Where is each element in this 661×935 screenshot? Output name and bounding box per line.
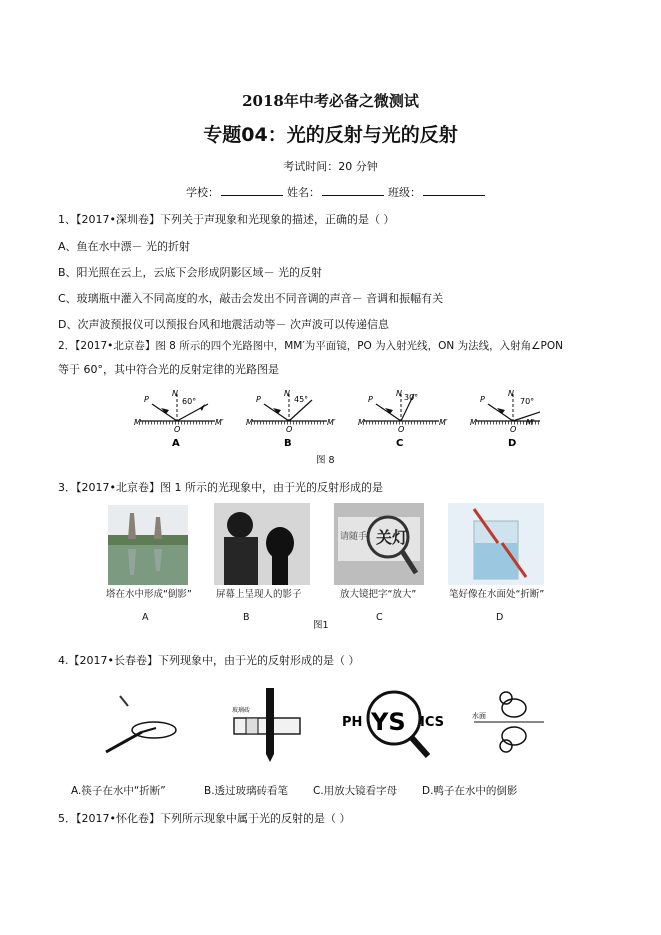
point-p-c: P — [368, 395, 373, 404]
q1-stem: 1、【2017•深圳卷】下列关于声现象和光现象的描述，正确的是（ ） — [58, 213, 395, 226]
exam-title: 2018年中考必备之微测试 — [242, 92, 419, 110]
shadow-puppet-photo — [214, 503, 310, 585]
q2-figure-caption: 图 8 — [316, 455, 335, 466]
point-m2-a: M′ — [215, 418, 224, 427]
glass-block-illustration — [232, 688, 300, 762]
q3-label-c: C — [376, 612, 383, 623]
point-n-d: N — [508, 389, 514, 398]
diagram-label-d: D — [508, 438, 517, 449]
point-o-c: O — [398, 425, 405, 434]
point-p-a: P — [144, 395, 149, 404]
diagram-label-b: B — [284, 438, 292, 449]
q2-stem-line2: 等于 60°，其中符合光的反射定律的光路图是 — [58, 363, 279, 376]
point-m2-b: M′ — [327, 418, 336, 427]
duck-reflection-illustration — [472, 692, 544, 752]
point-o-a: O — [174, 425, 181, 434]
ray-diagram-a — [140, 394, 215, 423]
q4-stem: 4.【2017•长春卷】下列现象中，由于光的反射形成的是（ ） — [58, 654, 360, 667]
q3-caption-a: 塔在水中形成“倒影” — [106, 589, 192, 600]
q1-option-b: B、阳光照在云上，云底下会形成阴影区域－ 光的反射 — [58, 266, 323, 279]
magnifier-illustration — [342, 692, 444, 756]
point-m-b: M — [246, 418, 253, 427]
water-surface-label: 水面 — [472, 712, 486, 720]
point-m-c: M — [358, 418, 365, 427]
q2-stem-line1: 2．【2017•北京卷】图 8 所示的四个光路图中，MM′为平面镜，PO 为入射光线，ON 为法线，入射角∠PON — [58, 340, 563, 352]
sign-magnified-text: 关灯 — [376, 528, 409, 547]
q3-stem: 3．【2017•北京卷】图 1 所示的光现象中，由于光的反射形成的是 — [58, 481, 383, 494]
q4-option-a: A.筷子在水中“折断” — [71, 785, 166, 797]
point-n-a: N — [172, 389, 178, 398]
physics-text-right: ICS — [420, 715, 444, 730]
diagram-label-c: C — [396, 438, 404, 449]
q4-illustrations — [98, 684, 558, 764]
angle-label-c: 30° — [404, 393, 419, 402]
q1-option-d: D、次声波预报仪可以预报台风和地震活动等－ 次声波可以传递信息 — [58, 318, 389, 331]
point-m2-c: M′ — [439, 418, 448, 427]
class-label: 班级： — [388, 186, 421, 199]
q3-label-a: A — [142, 612, 149, 623]
q4-option-c: C.用放大镜看字母 — [313, 785, 398, 797]
q5-stem: 5．【2017•怀化卷】下列所示现象中属于光的反射的是（ ） — [58, 812, 351, 825]
point-m-a: M — [134, 418, 141, 427]
q1-option-c: C、玻璃瓶中灌入不同高度的水，敲击会发出不同音调的声音－ 音调和振幅有关 — [58, 292, 444, 305]
magnifier-sign-photo — [334, 503, 424, 585]
q3-label-b: B — [243, 612, 250, 623]
q3-caption-d: 笔好像在水面处“折断” — [449, 589, 545, 600]
student-info-line — [186, 184, 489, 200]
school-label: 学校： — [186, 186, 219, 199]
glass-block-label: 玻璃砖 — [232, 707, 251, 714]
name-label: 姓名： — [287, 186, 320, 199]
exam-subtitle: 专题04：光的反射与光的反射 — [203, 124, 458, 146]
q1-option-a: A、鱼在水中漂－ 光的折射 — [58, 240, 191, 253]
diagram-label-a: A — [172, 438, 180, 449]
point-m2-d: M′ — [526, 418, 535, 427]
q4-option-d: D.鸭子在水中的倒影 — [422, 785, 518, 797]
class-blank — [423, 185, 485, 196]
q3-caption-b: 屏幕上呈现人的影子 — [216, 589, 302, 600]
pagoda-reflection-photo — [108, 505, 188, 585]
q3-label-d: D — [496, 612, 504, 623]
physics-text-left: PH — [342, 715, 363, 730]
point-m-d: M — [470, 418, 477, 427]
sign-prefix-text: 请随手 — [340, 532, 368, 542]
exam-time: 考试时间：20 分钟 — [283, 160, 378, 173]
angle-label-a: 60° — [182, 397, 197, 406]
angle-label-b: 45° — [294, 395, 309, 404]
point-n-b: N — [284, 389, 290, 398]
ray-diagram-b — [252, 394, 327, 423]
point-o-b: O — [286, 425, 293, 434]
point-n-c: N — [396, 389, 402, 398]
name-blank — [322, 185, 384, 196]
q2-ray-diagrams — [120, 388, 540, 458]
angle-label-d: 70° — [520, 397, 535, 406]
q3-figure-caption: 图1 — [313, 620, 329, 631]
point-p-d: P — [480, 395, 485, 404]
chopsticks-illustration — [106, 696, 176, 752]
pen-in-water-photo — [448, 503, 544, 585]
q4-option-b: B.透过玻璃砖看笔 — [204, 785, 289, 797]
q3-caption-c: 放大镜把字“放大” — [340, 589, 417, 600]
school-blank — [221, 185, 283, 196]
physics-text-mid: YS — [371, 708, 406, 736]
point-p-b: P — [256, 395, 261, 404]
point-o-d: O — [510, 425, 517, 434]
